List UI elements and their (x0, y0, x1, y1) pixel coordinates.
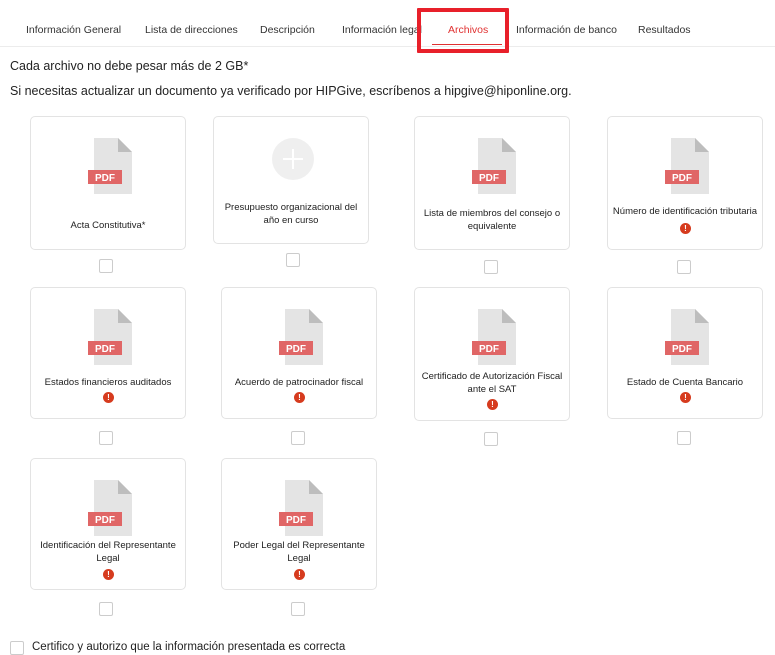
pdf-file-icon (665, 138, 709, 194)
document-label: Número de identificación tributaria (612, 206, 758, 217)
tab-informacion-general[interactable]: Información General (26, 24, 122, 36)
plus-icon[interactable] (272, 138, 314, 180)
document-label: Acta Constitutiva* (70, 220, 146, 231)
warning-icon: ! (294, 569, 305, 580)
document-checkbox[interactable] (99, 259, 113, 273)
pdf-badge-text: PDF (672, 344, 692, 355)
document-checkbox[interactable] (99, 431, 113, 445)
tab-highlight-box (417, 8, 509, 53)
tab-informacion-de-banco[interactable]: Información de banco (516, 24, 617, 36)
warning-icon: ! (680, 223, 691, 234)
pdf-badge-text: PDF (672, 173, 692, 184)
update-document-note: Si necesitas actualizar un documento ya verificado por HIPGive, escríbenos a hipgive@hiponline.org. (10, 84, 572, 98)
pdf-file-icon (88, 480, 132, 536)
document-card-identificacion-del-representante-legal[interactable] (30, 458, 186, 590)
pdf-badge-text: PDF (479, 173, 499, 184)
file-size-note: Cada archivo no debe pesar más de 2 GB* (10, 59, 249, 73)
pdf-badge-text: PDF (479, 344, 499, 355)
document-label: Certificado de Autorización Fiscal ante el SAT (421, 371, 563, 395)
document-card-estados-financieros-auditados[interactable] (30, 287, 186, 419)
pdf-badge-text: PDF (286, 515, 306, 526)
pdf-file-icon (472, 138, 516, 194)
tab-archivos[interactable]: Archivos (448, 24, 489, 36)
pdf-file-icon (88, 309, 132, 365)
warning-icon: ! (103, 392, 114, 403)
pdf-file-icon (279, 480, 323, 536)
document-card-lista-de-miembros-del-consejo-o-equivalente[interactable] (414, 116, 570, 250)
document-label: Lista de miembros del consejo o equivalente (423, 208, 561, 232)
document-card-presupuesto-organizacional-del-ano-en-curso[interactable] (213, 116, 369, 244)
document-checkbox[interactable] (291, 431, 305, 445)
document-label: Acuerdo de patrocinador fiscal (234, 377, 364, 388)
document-checkbox[interactable] (99, 602, 113, 616)
warning-icon: ! (487, 399, 498, 410)
document-label: Poder Legal del Representante Legal (233, 540, 365, 564)
document-checkbox[interactable] (286, 253, 300, 267)
warning-icon: ! (294, 392, 305, 403)
document-card-acta-constitutiva[interactable] (30, 116, 186, 250)
pdf-badge-text: PDF (286, 344, 306, 355)
warning-icon: ! (103, 569, 114, 580)
document-checkbox[interactable] (484, 432, 498, 446)
pdf-file-icon (665, 309, 709, 365)
document-card-certificado-de-autorizacion-fiscal-ante-el-sat[interactable] (414, 287, 570, 421)
document-card-poder-legal-del-representante-legal[interactable] (221, 458, 377, 590)
document-checkbox[interactable] (291, 602, 305, 616)
pdf-file-icon (88, 138, 132, 194)
tab-bar (0, 0, 775, 47)
document-card-estado-de-cuenta-bancario[interactable] (607, 287, 763, 419)
document-checkbox[interactable] (677, 260, 691, 274)
pdf-badge-text: PDF (95, 344, 115, 355)
certify-label: Certifico y autorizo que la información presentada es correcta (32, 641, 346, 653)
document-label: Presupuesto organizacional del año en curso (224, 202, 358, 226)
document-label: Estado de Cuenta Bancario (626, 377, 744, 388)
tab-lista-de-direcciones[interactable]: Lista de direcciones (145, 24, 238, 36)
document-card-numero-de-identificacion-tributaria[interactable] (607, 116, 763, 250)
tab-informacion-legal[interactable]: Información legal (342, 24, 422, 36)
document-label: Estados financieros auditados (44, 377, 172, 388)
warning-icon: ! (680, 392, 691, 403)
tab-resultados[interactable]: Resultados (638, 24, 691, 36)
pdf-badge-text: PDF (95, 515, 115, 526)
certify-checkbox[interactable] (10, 641, 24, 655)
pdf-file-icon (279, 309, 323, 365)
document-card-acuerdo-de-patrocinador-fiscal[interactable] (221, 287, 377, 419)
document-checkbox[interactable] (484, 260, 498, 274)
tab-descripcion[interactable]: Descripción (260, 24, 315, 36)
pdf-file-icon (472, 309, 516, 365)
document-checkbox[interactable] (677, 431, 691, 445)
pdf-badge-text: PDF (95, 173, 115, 184)
document-label: Identificación del Representante Legal (40, 540, 176, 564)
